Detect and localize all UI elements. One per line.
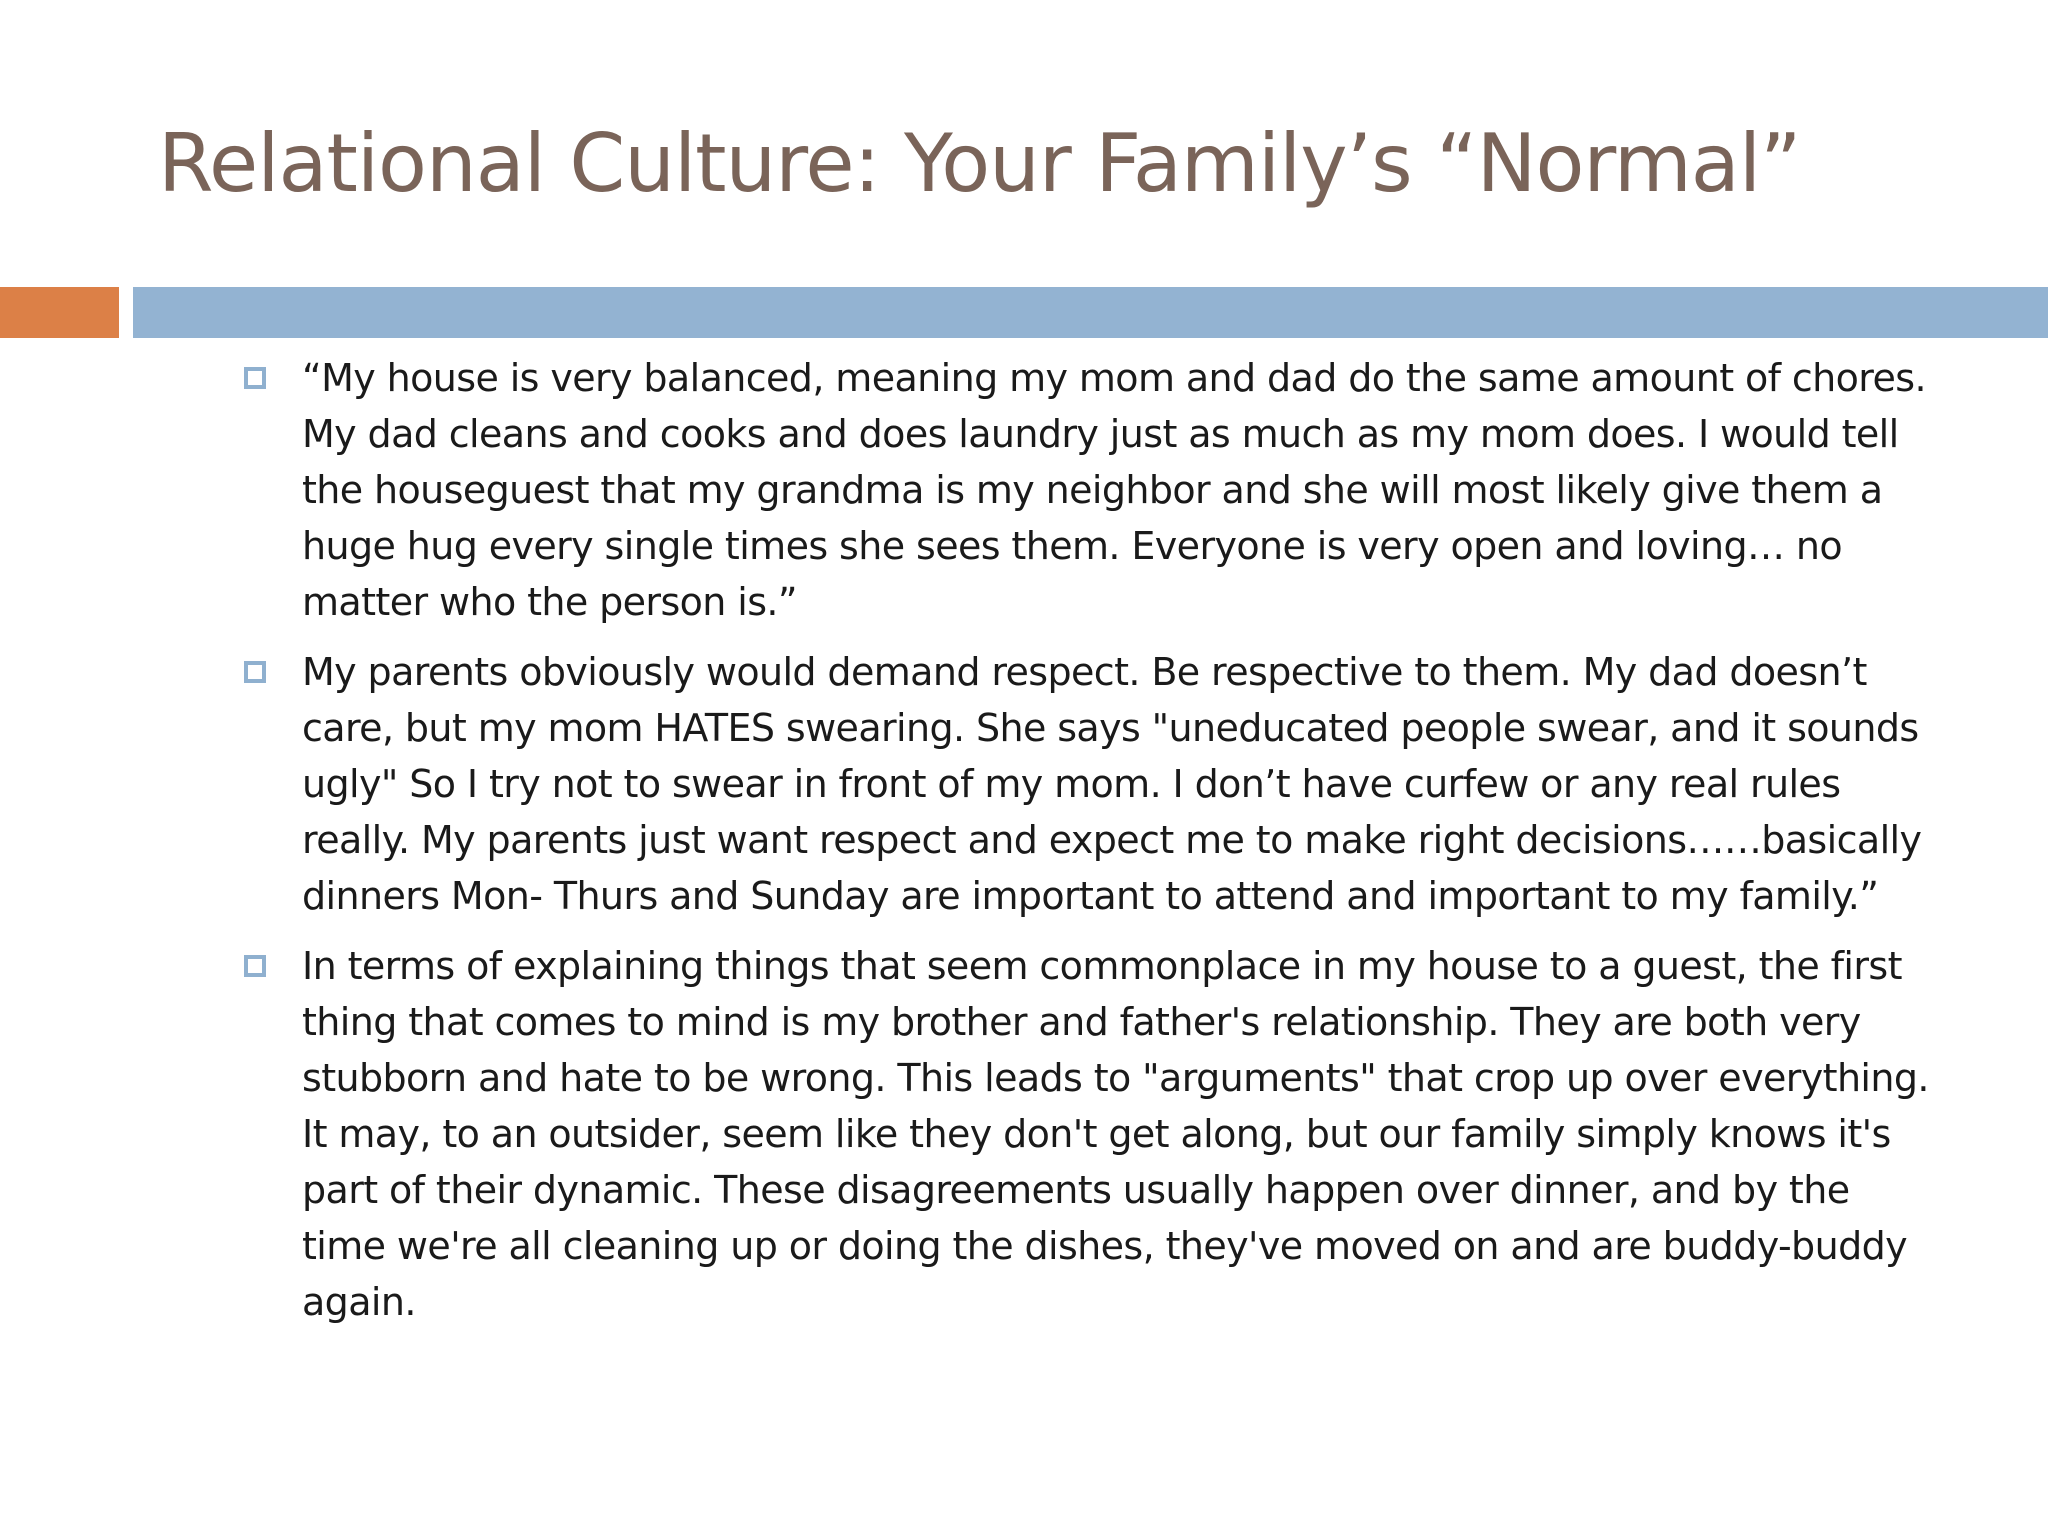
bullet-text: “My house is very balanced, meaning my mom and dad do the same amount of chores. My dad cleans and cooks and does laundry just as much as my mom does. I would tell the houseguest that my grandma is my neighbor and she will most likely give them a huge hug every single times she sees them. Everyone is very open and loving… no matter who the person is.”: [302, 356, 1926, 624]
accent-bar-blue: [133, 287, 2048, 338]
bullet-item: [240, 644, 1940, 924]
hollow-square-icon: [244, 367, 266, 389]
bullet-text: In terms of explaining things that seem commonplace in my house to a guest, the first thing that comes to mind is my brother and father's relationship. They are both very stubborn and hate to be wrong. This leads to "arguments" that crop up over everything. It may, to an outsider, seem like they don't get along, but our family simply knows it's part of their dynamic. These disagreements usually happen over dinner, and by the time we're all cleaning up or doing the dishes, they've moved on and are buddy-buddy again.: [302, 944, 1929, 1324]
hollow-square-icon: [244, 661, 266, 683]
slide-title: Relational Culture: Your Family’s “Normal”: [158, 117, 1801, 210]
accent-bar-orange: [0, 287, 119, 338]
hollow-square-icon: [244, 955, 266, 977]
bullet-list: [240, 350, 1940, 1344]
bullet-item: [240, 938, 1940, 1330]
bullet-text: My parents obviously would demand respect. Be respective to them. My dad doesn’t care, but my mom HATES swearing. She says "uneducated people swear, and it sounds ugly" So I try not to swear in front of my mom. I don’t have curfew or any real rules really. My parents just want respect and expect me to make right decisions……basically dinners Mon- Thurs and Sunday are important to attend and important to my family.”: [302, 650, 1922, 918]
bullet-item: [240, 350, 1940, 630]
